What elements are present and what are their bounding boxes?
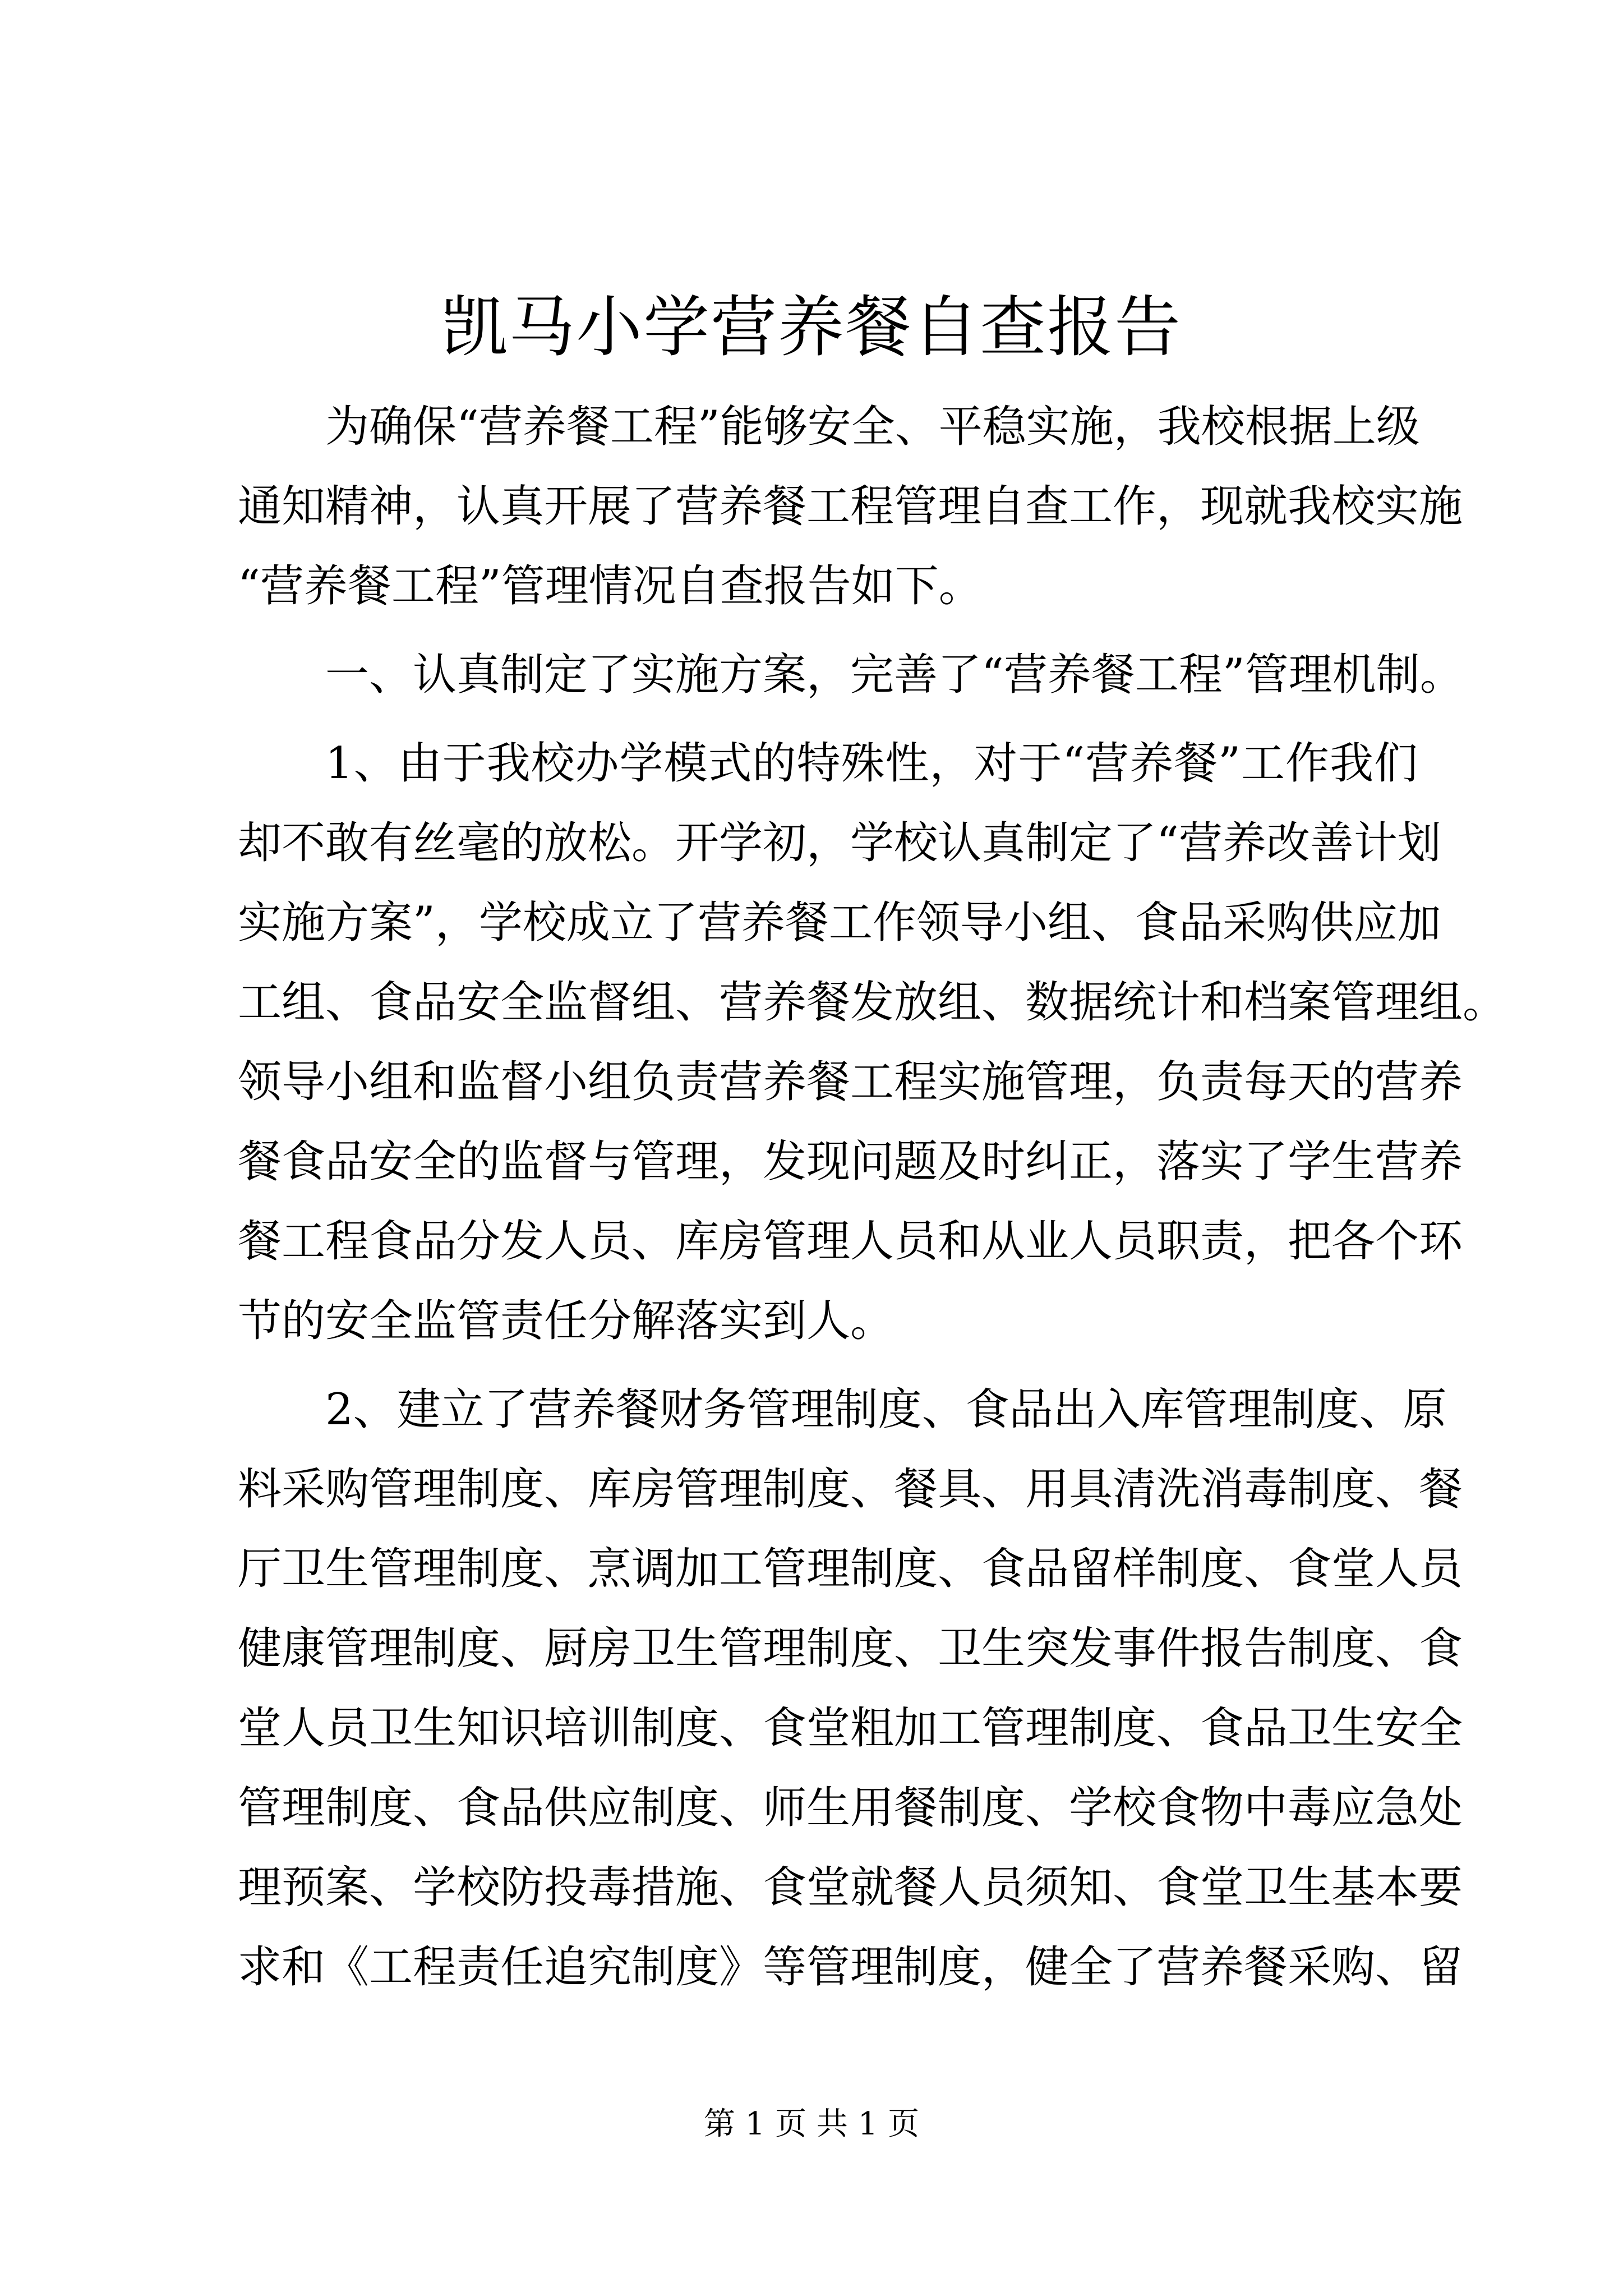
paragraph-line: 领导小组和监督小组负责营养餐工程实施管理，负责每天的营养	[238, 1057, 1463, 1107]
paragraph-line: “营养餐工程”管理情况自查报告如下。	[238, 561, 983, 611]
paragraph-line: 1、由于我校办学模式的特殊性，对于“营养餐”工作我们	[325, 738, 1418, 789]
section-heading-line: 一、认真制定了实施方案，完善了“营养餐工程”管理机制。	[325, 650, 1464, 700]
paragraph-line: 理预案、学校防投毒措施、食堂就餐人员须知、食堂卫生基本要	[238, 1862, 1463, 1913]
document-body	[238, 387, 1507, 2007]
paragraph-line: 节的安全监管责任分解落实到人。	[238, 1296, 895, 1346]
paragraph-line: 实施方案”，学校成立了营养餐工作领导小组、食品采购供应加	[238, 898, 1441, 948]
paragraph-line: 为确保“营养餐工程”能够安全、平稳实施，我校根据上级	[325, 402, 1420, 452]
paragraph-line: 堂人员卫生知识培训制度、食堂粗加工管理制度、食品卫生安全	[238, 1703, 1463, 1754]
paragraph-line: 求和《工程责任追究制度》等管理制度，健全了营养餐采购、留	[238, 1942, 1463, 1993]
paragraph-line: 通知精神，认真开展了营养餐工程管理自查工作，现就我校实施	[238, 481, 1463, 532]
document-title: 凯马小学营养餐自查报告	[441, 288, 1182, 366]
paragraph-line: 健康管理制度、厨房卫生管理制度、卫生突发事件报告制度、食	[238, 1623, 1463, 1674]
paragraph-line: 餐工程食品分发人员、库房管理人员和从业人员职责，把各个环	[238, 1216, 1463, 1267]
paragraph-line: 工组、食品安全监督组、营养餐发放组、数据统计和档案管理组。	[238, 977, 1507, 1028]
page-number-footer: 第 1 页 共 1 页	[703, 2106, 920, 2142]
paragraph-line: 厅卫生管理制度、烹调加工管理制度、食品留样制度、食堂人员	[238, 1544, 1463, 1594]
paragraph-line: 料采购管理制度、库房管理制度、餐具、用具清洗消毒制度、餐	[238, 1464, 1463, 1515]
paragraph-line: 餐食品安全的监督与管理，发现问题及时纠正，落实了学生营养	[238, 1137, 1463, 1187]
paragraph-line: 管理制度、食品供应制度、师生用餐制度、学校食物中毒应急处	[238, 1783, 1463, 1833]
paragraph-line: 却不敢有丝毫的放松。开学初，学校认真制定了“营养改善计划	[238, 818, 1441, 868]
paragraph-line: 2、建立了营养餐财务管理制度、食品出入库管理制度、原	[325, 1384, 1447, 1435]
